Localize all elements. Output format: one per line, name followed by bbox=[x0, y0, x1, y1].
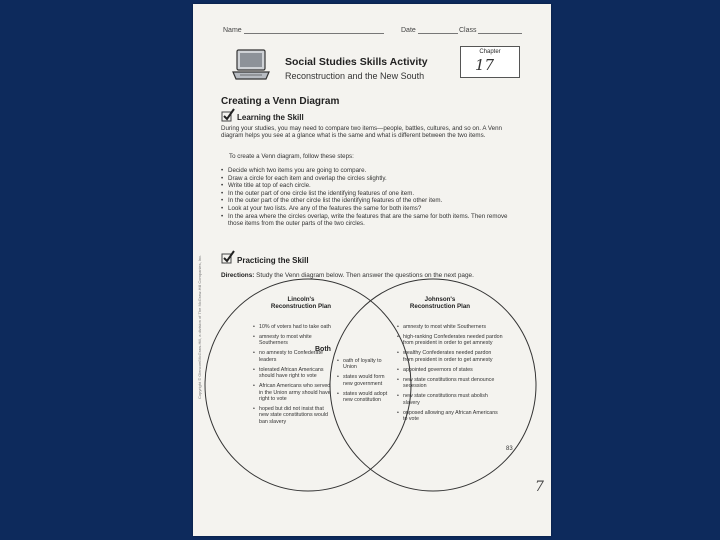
venn-left-title-2: Reconstruction Plan bbox=[270, 303, 332, 311]
list-item: • high-ranking Confederates needed pardon from president in order to get amnesty bbox=[397, 334, 503, 347]
directions-label: Directions: bbox=[221, 272, 255, 279]
venn-diagram bbox=[193, 4, 551, 536]
chapter-number: 17 bbox=[475, 56, 495, 74]
list-item: • appointed governors of states bbox=[397, 367, 503, 373]
date-label: Date bbox=[401, 27, 416, 34]
list-item: • wealthy Confederates needed pardon from president in order to get amnesty bbox=[397, 350, 503, 363]
steps-intro: To create a Venn diagram, follow these steps: bbox=[229, 153, 354, 160]
directions-text: Study the Venn diagram below. Then answer the questions on the next page. bbox=[256, 272, 474, 279]
page-number: 83 bbox=[506, 446, 513, 452]
activity-title: Social Studies Skills Activity bbox=[285, 56, 428, 68]
section-title: Creating a Venn Diagram bbox=[221, 96, 340, 107]
list-item: • hoped but did not insist that new state constitutions would ban slavery bbox=[253, 406, 333, 425]
list-item: • oath of loyalty to Union bbox=[337, 358, 389, 371]
list-item: • Look at your two lists. Are any of the features the same for both items? bbox=[221, 205, 521, 213]
venn-left-title-1: Lincoln's bbox=[287, 296, 315, 303]
list-item: • amnesty to most white Southerners bbox=[253, 334, 333, 347]
venn-both-title: Both bbox=[315, 346, 331, 353]
handwritten-mark: 7 bbox=[535, 479, 544, 495]
list-item: • new state constitutions must denounce secession bbox=[397, 377, 503, 390]
venn-left-title bbox=[261, 296, 341, 310]
list-item: • 10% of voters had to take oath bbox=[253, 324, 333, 330]
venn-right-title-1: Johnson's bbox=[424, 296, 456, 303]
venn-right-list bbox=[397, 324, 503, 426]
activity-subtitle: Reconstruction and the New South bbox=[285, 71, 425, 81]
list-item: • amnesty to most white Southerners bbox=[397, 324, 503, 330]
list-item: • Decide which two items you are going to compare. bbox=[221, 167, 521, 175]
venn-both-list bbox=[337, 358, 389, 407]
venn-right-title-2: Reconstruction Plan bbox=[409, 303, 471, 311]
learning-heading: Learning the Skill bbox=[237, 113, 304, 122]
list-item: • Draw a circle for each item and overlap the circles slightly. bbox=[221, 175, 521, 183]
practicing-heading: Practicing the Skill bbox=[237, 256, 309, 265]
list-item: • African Americans who served in the Union army should have right to vote bbox=[253, 383, 333, 402]
list-item: • In the area where the circles overlap, write the features that are the same for both items. Then remove those items from the outer parts of the two circles. bbox=[221, 213, 521, 228]
list-item: • new state constitutions must abolish slavery bbox=[397, 393, 503, 406]
name-label: Name bbox=[223, 27, 242, 34]
list-item: • In the outer part of the other circle list the identifying features of the other item. bbox=[221, 197, 521, 205]
list-item: • no amnesty to Confederate leaders bbox=[253, 350, 333, 363]
list-item: • states would form new government bbox=[337, 374, 389, 387]
list-item: • tolerated African Americans should have right to vote bbox=[253, 367, 333, 380]
venn-left-list bbox=[253, 324, 333, 429]
learning-intro: During your studies, you may need to compare two items—people, battles, cultures, and so on. A Venn diagram helps you see at a glance what is the same and what is different between the two items. bbox=[221, 125, 503, 140]
class-label: Class bbox=[459, 27, 477, 34]
list-item: • Write title at top of each circle. bbox=[221, 182, 521, 190]
list-item: • opposed allowing any African Americans to vote bbox=[397, 410, 503, 423]
list-item: • In the outer part of one circle list the identifying features of one item. bbox=[221, 190, 521, 198]
copyright-notice: Copyright © Glencoe/McGraw-Hill, a division of The McGraw-Hill Companies, Inc. bbox=[197, 254, 202, 399]
list-item: • states would adopt new constitution bbox=[337, 391, 389, 404]
venn-right-title bbox=[399, 296, 481, 310]
worksheet-page bbox=[193, 4, 551, 536]
chapter-label: Chapter bbox=[479, 49, 501, 55]
